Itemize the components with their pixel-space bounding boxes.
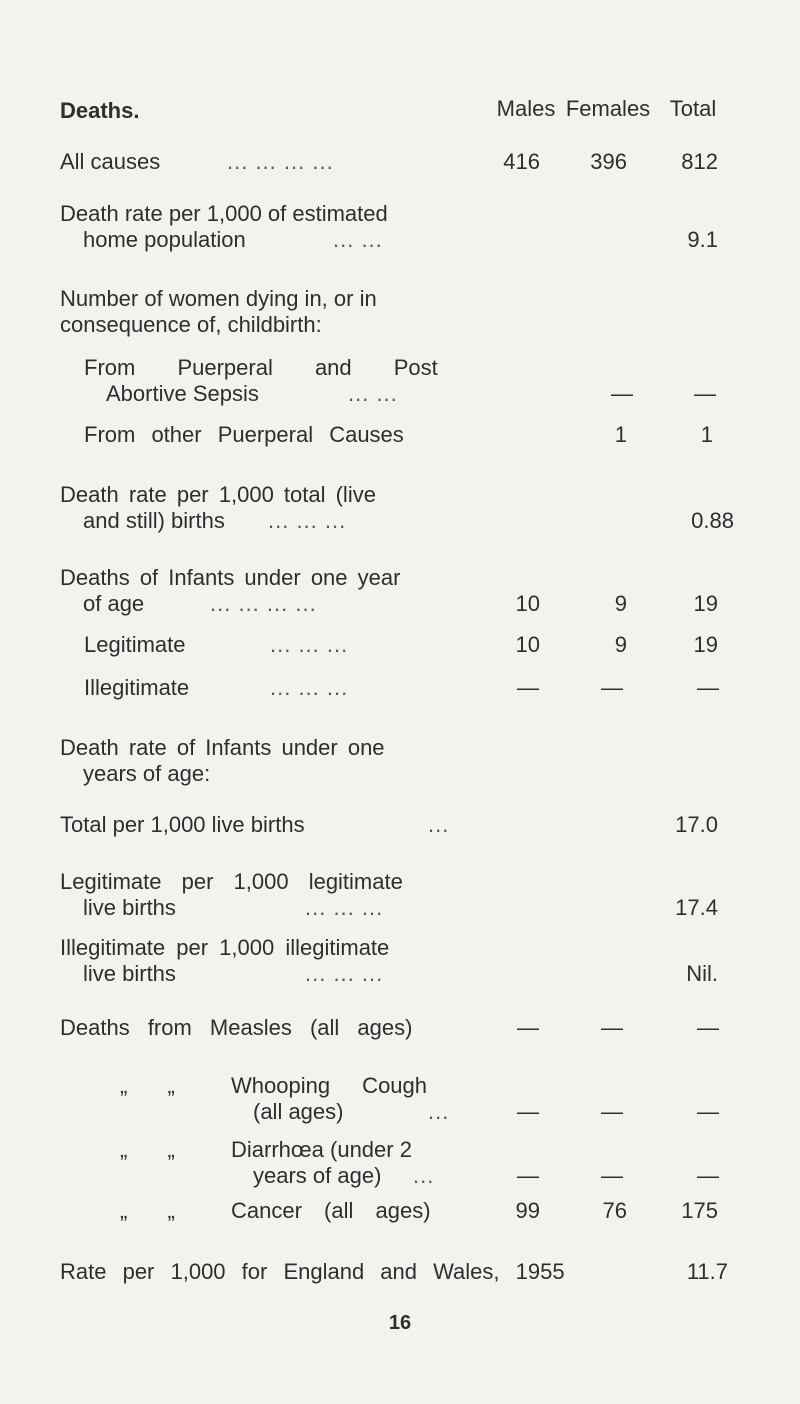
cell-females: 9 bbox=[614, 591, 627, 616]
cell-total: 19 bbox=[693, 591, 718, 616]
cell-females: 396 bbox=[590, 149, 627, 174]
cell-total: — bbox=[697, 675, 719, 700]
cell-females: — bbox=[601, 1099, 623, 1124]
column-header-males: Males bbox=[496, 96, 556, 121]
cell-total: 19 bbox=[693, 632, 718, 657]
cell-total: 0.88 bbox=[691, 508, 734, 533]
cell-total: — bbox=[694, 381, 716, 406]
row-label-diarrhoea-cont: years of age) bbox=[253, 1163, 382, 1188]
row-label-other-puerperal: From other Puerperal Causes bbox=[84, 422, 404, 447]
row-label-legit-rate: Legitimate per 1,000 legitimate bbox=[60, 869, 403, 894]
row-label-total-per-live: Total per 1,000 live births bbox=[60, 812, 305, 837]
cell-males: 416 bbox=[503, 149, 540, 174]
row-label-puerperal-sepsis-cont: Abortive Sepsis bbox=[106, 381, 259, 406]
row-label-rate-total-births-cont: and still) births bbox=[83, 508, 225, 533]
footer-rate-label: Rate per 1,000 for England and Wales, 1955 bbox=[60, 1259, 565, 1284]
cell-males: 10 bbox=[515, 632, 540, 657]
row-label-death-rate-cont: home population bbox=[83, 227, 246, 252]
cell-females: 9 bbox=[614, 632, 627, 657]
leader-dots: ... bbox=[428, 1099, 450, 1124]
cell-females: — bbox=[601, 1163, 623, 1188]
cell-males: 10 bbox=[515, 591, 540, 616]
cell-females: 76 bbox=[602, 1198, 627, 1223]
cell-males: — bbox=[517, 1099, 539, 1124]
row-label-cancer: Cancer (all ages) bbox=[231, 1198, 431, 1223]
row-label-all-causes: All causes bbox=[60, 149, 161, 174]
cell-males: — bbox=[517, 1015, 539, 1040]
row-label-rate-total-births: Death rate per 1,000 total (live bbox=[60, 482, 376, 507]
leader-dots: ... ... bbox=[333, 227, 383, 252]
cell-males: 99 bbox=[515, 1198, 540, 1223]
cell-males: — bbox=[517, 1163, 539, 1188]
table-heading: Deaths. bbox=[60, 98, 140, 123]
cell-total: 1 bbox=[700, 422, 713, 447]
footer-rate-value: 11.7 bbox=[686, 1259, 728, 1284]
cell-total: — bbox=[697, 1015, 719, 1040]
page-number: 16 bbox=[388, 1312, 412, 1334]
leader-dots: ... ... ... bbox=[305, 895, 384, 920]
leader-dots: ... bbox=[428, 812, 450, 837]
row-label-infant-rate-heading: Death rate of Infants under one bbox=[60, 735, 385, 760]
leader-dots: ... bbox=[413, 1163, 435, 1188]
row-label-women-childbirth-cont: consequence of, childbirth: bbox=[60, 312, 322, 337]
row-label-whooping: Whooping Cough bbox=[231, 1073, 428, 1098]
ditto-marks: „ „ bbox=[120, 1073, 175, 1098]
leader-dots: ... ... ... ... bbox=[210, 591, 317, 616]
cell-total: — bbox=[697, 1163, 719, 1188]
row-label-death-rate: Death rate per 1,000 of estimated bbox=[60, 201, 388, 226]
cell-total: 17.0 bbox=[675, 812, 718, 837]
row-label-measles: Deaths from Measles (all ages) bbox=[60, 1015, 413, 1040]
row-label-women-childbirth: Number of women dying in, or in bbox=[60, 286, 377, 311]
ditto-marks: „ „ bbox=[120, 1137, 175, 1162]
cell-total: 812 bbox=[681, 149, 718, 174]
cell-females: — bbox=[611, 381, 633, 406]
cell-total: 17.4 bbox=[675, 895, 718, 920]
cell-total: 175 bbox=[681, 1198, 718, 1223]
row-label-legit-rate-cont: live births bbox=[83, 895, 176, 920]
row-label-illegit-rate-cont: live births bbox=[83, 961, 176, 986]
cell-females: — bbox=[601, 675, 623, 700]
cell-total: Nil. bbox=[686, 961, 718, 986]
cell-total: — bbox=[697, 1099, 719, 1124]
column-header-total: Total bbox=[669, 96, 717, 121]
leader-dots: ... ... ... bbox=[270, 632, 349, 657]
row-label-illegit-rate: Illegitimate per 1,000 illegitimate bbox=[60, 935, 390, 960]
leader-dots: ... ... ... bbox=[270, 675, 349, 700]
leader-dots: ... ... ... bbox=[305, 961, 384, 986]
cell-females: — bbox=[601, 1015, 623, 1040]
row-label-infant-rate-heading-cont: years of age: bbox=[83, 761, 211, 786]
leader-dots: ... ... bbox=[348, 381, 398, 406]
row-label-infants-under-one-cont: of age bbox=[83, 591, 145, 616]
ditto-marks: „ „ bbox=[120, 1198, 175, 1223]
leader-dots: ... ... ... ... bbox=[227, 149, 334, 174]
row-label-infants-under-one: Deaths of Infants under one year bbox=[60, 565, 401, 590]
row-label-illegitimate: Illegitimate bbox=[84, 675, 190, 700]
row-label-whooping-cont: (all ages) bbox=[253, 1099, 344, 1124]
leader-dots: ... ... ... bbox=[268, 508, 347, 533]
row-label-diarrhoea: Diarrhœa (under 2 bbox=[231, 1137, 412, 1162]
cell-females: 1 bbox=[614, 422, 627, 447]
cell-total: 9.1 bbox=[687, 227, 718, 252]
row-label-puerperal-sepsis: From Puerperal and Post bbox=[84, 355, 438, 380]
cell-males: — bbox=[517, 675, 539, 700]
row-label-legitimate: Legitimate bbox=[84, 632, 186, 657]
column-header-females: Females bbox=[565, 96, 651, 121]
